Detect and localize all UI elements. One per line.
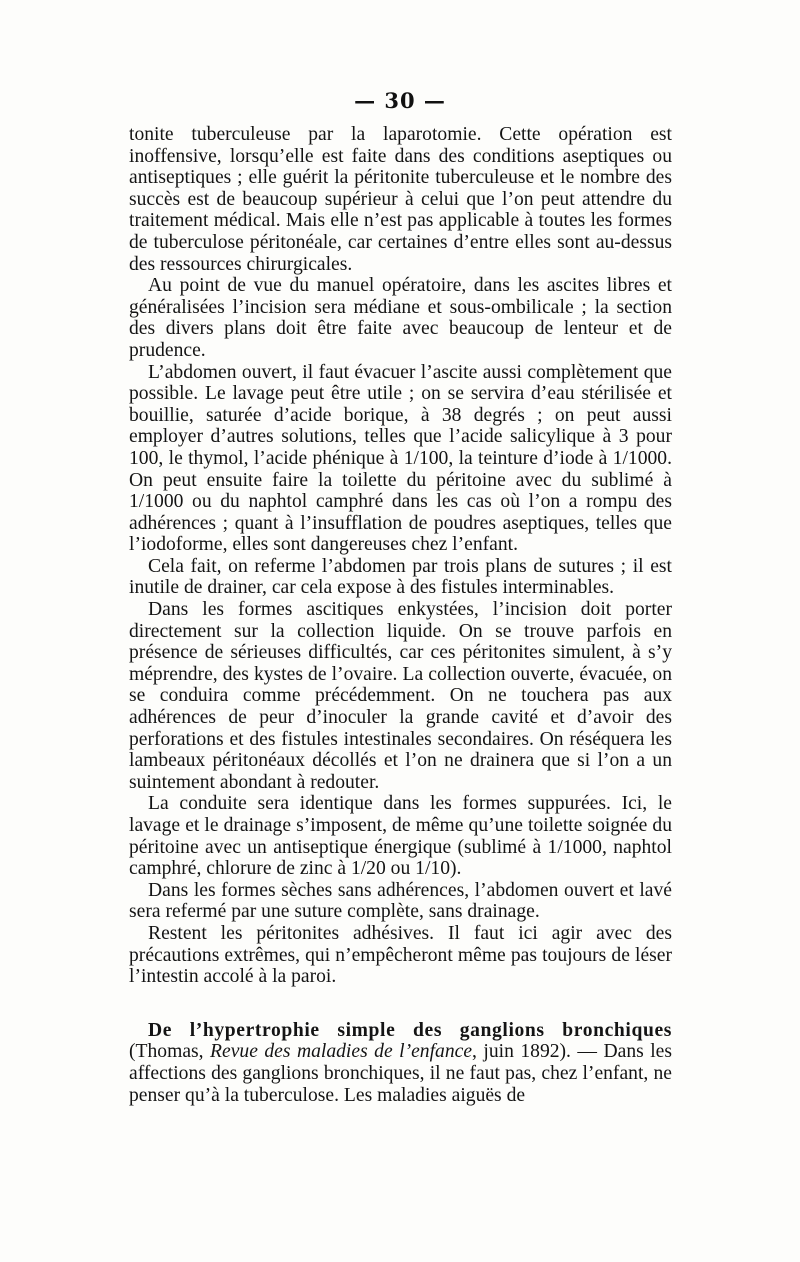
article-paragraph xyxy=(129,1020,672,1106)
page-number: — 30 — xyxy=(354,88,446,113)
article-citation-open: (Thomas, xyxy=(129,1041,211,1063)
text-column xyxy=(129,124,672,1106)
paragraph-continuation: tonite tuberculeuse par la laparotomie. Cette opération est inoffensive, lorsqu’elle est faite dans des conditions aseptiques ou antiseptiques ; elle guérit la péritonite tuberculeuse et le nombre des succès est de beaucoup supérieur à celui que l’on peut attendre du traitement médical. Mais elle n’est pas applicable à toutes les formes de tuberculose péritonéale, car certaines d’entre elles sont au-dessus des ressources chirurgicales. xyxy=(129,124,672,275)
paragraph-sutures: Cela fait, on referme l’abdomen par trois plans de sutures ; il est inutile de drainer, car cela expose à des fistules interminables. xyxy=(129,555,672,599)
paragraph-operative-technique: Au point de vue du manuel opératoire, dans les ascites libres et généralisées l’incision sera médiane et sous-ombilicale ; la section des divers plans doit être faite avec beaucoup de lenteur et de prudence. xyxy=(129,275,672,361)
paragraph-suppurated-forms: La conduite sera identique dans les formes suppurées. Ici, le lavage et le drainage s’imposent, de même qu’une toilette soignée du péritoine avec un antiseptique énergique (sublimé à 1/1000, naphtol camphré, chlorure de zinc à 1/20 ou 1/10). xyxy=(129,793,672,880)
article-title: De l’hypertrophie simple des ganglions bronchiques xyxy=(148,1019,672,1041)
article-body: Dans les affections des ganglions bronchiques, il ne faut pas, chez l’enfant, ne penser qu’à la tuberculose. Les maladies aiguës de xyxy=(129,1041,673,1106)
paragraph-dry-forms: Dans les formes sèches sans adhérences, l’abdomen ouvert et lavé sera refermé par une suture complète, sans drainage. xyxy=(129,879,672,923)
article-journal: Revue des maladies de l’enfance xyxy=(210,1041,473,1063)
paragraph-abdomen-opened: L’abdomen ouvert, il faut évacuer l’ascite aussi complètement que possible. Le lavage peut être utile ; on se servira d’eau stérilisée et bouillie, saturée d’acide borique, à 38 degrés ; on peut aussi employer d’autres solutions, telles que l’acide salicylique à 3 pour 100, le thymol, l’acide phénique à 1/100, la teinture d’iode à 1/1000. On peut ensuite faire la toilette du péritoine avec du sublimé à 1/1000 ou du naphtol camphré dans les cas où l’on a rompu des adhérences ; quant à l’insufflation de poudres aseptiques, telles que l’iodoforme, elles sont dangereuses chez l’enfant. xyxy=(129,361,672,556)
paragraph-adhesive-peritonitis: Restent les péritonites adhésives. Il faut ici agir avec des précautions extrêmes, qui n’empêcheront même pas toujours de léser l’intestin accolé à la paroi. xyxy=(129,922,672,988)
paragraph-encysted-forms: Dans les formes ascitiques enkystées, l’incision doit porter directement sur la collection liquide. On se trouve parfois en présence de sérieuses difficultés, car ces péritonites simulent, à s’y méprendre, des kystes de l’ovaire. La collection ouverte, évacuée, on se conduira comme précédemment. On ne touchera pas aux adhérences de peur d’inoculer la grande cavité et d’avoir des perforations et des fistules intestinales secondaires. On réséquera les lambeaux péritonéaux décollés et l’on ne drainera que si l’on a un suintement abondant à redouter. xyxy=(129,599,672,793)
article-citation-close: , juin 1892). — xyxy=(472,1041,604,1063)
